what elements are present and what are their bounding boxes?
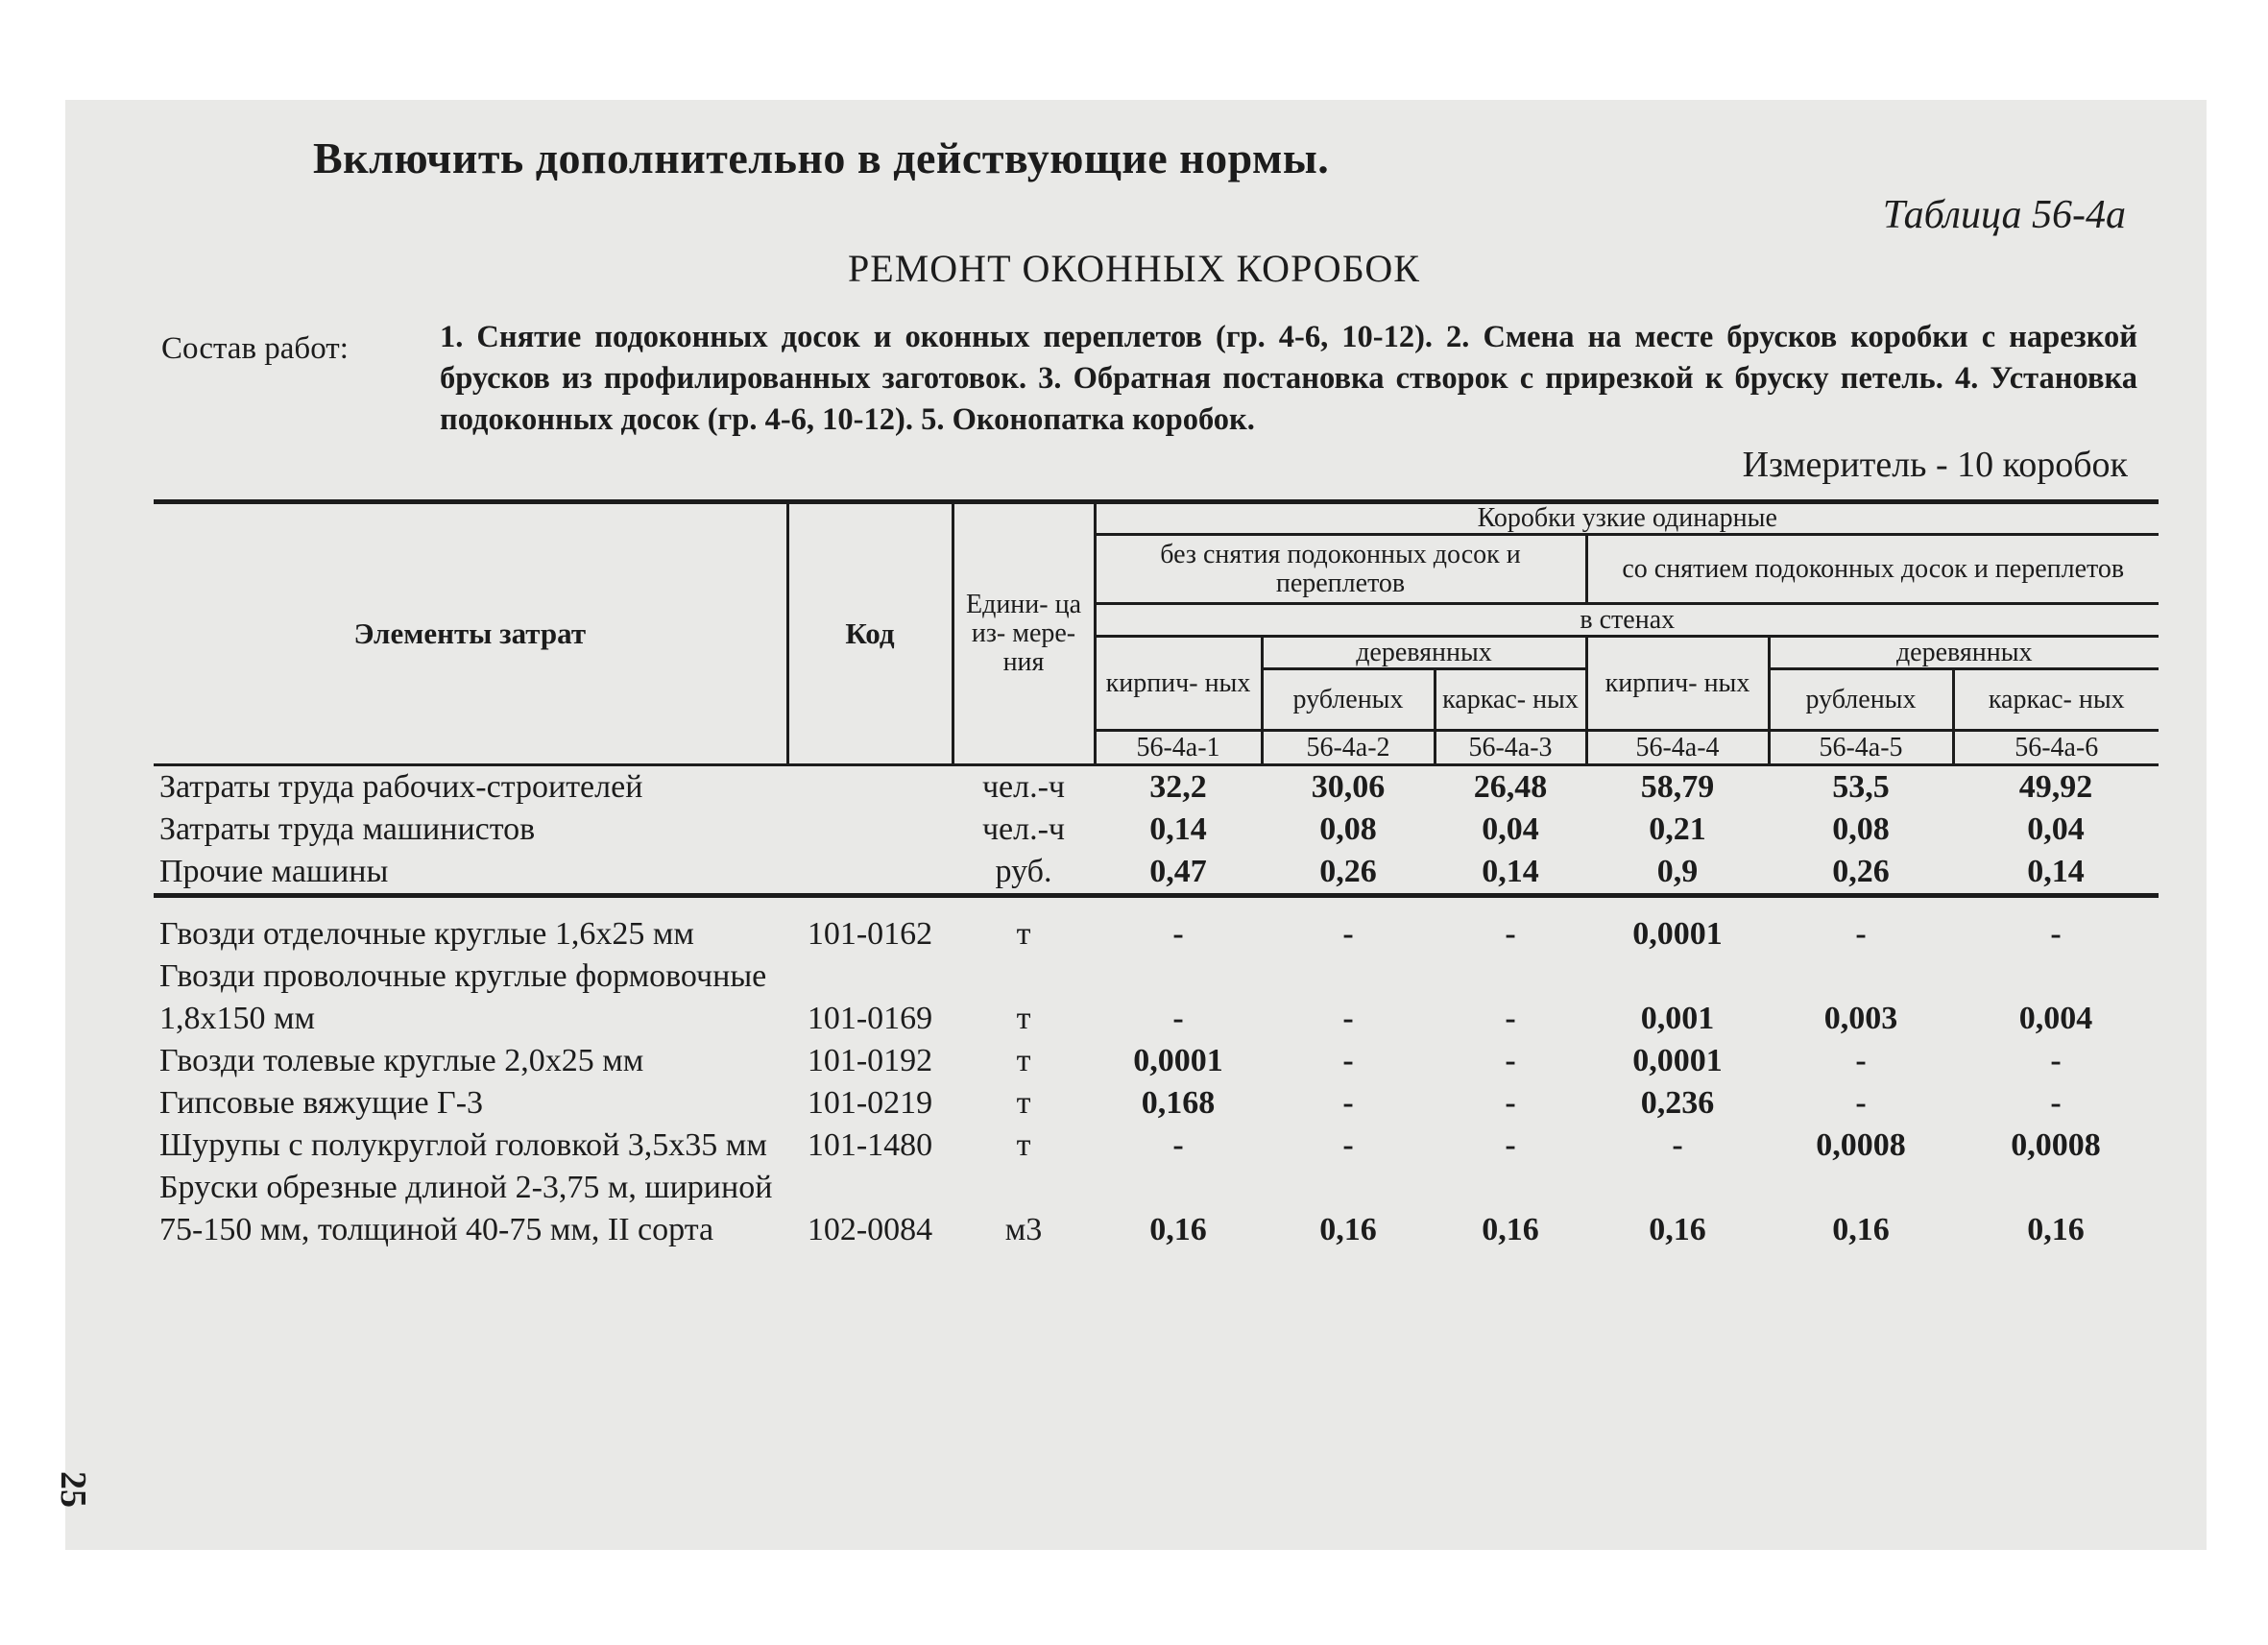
row-value: 0,14 [1149,811,1207,847]
row-value: 0,16 [1832,1212,1890,1247]
material-row [154,1125,2159,1167]
labor-row [154,809,2159,851]
row-code [787,809,953,851]
header-log-1: рубленых [1262,669,1435,731]
row-name: Гвозди отделочные круглые 1,6х25 мм [159,916,694,952]
row-unit: т [1016,1001,1031,1036]
row-code: 101-1480 [807,1127,933,1163]
header-code: Код [787,502,953,765]
row-value: - [1672,1127,1683,1163]
row-code [787,851,953,896]
row-value: - [2050,916,2062,952]
row-name: Шурупы с полукруглой головкой 3,5х35 мм [159,1127,767,1163]
row-code: 102-0084 [807,1212,933,1247]
header-code-col-2: 56-4а-2 [1262,731,1435,765]
row-value: - [1505,1127,1516,1163]
material-row [154,896,2159,956]
row-value: 0,26 [1262,851,1435,896]
header-with-removal: со снятием подоконных досок и переплетов [1586,535,2159,604]
row-unit: т [1016,916,1031,952]
row-value: 0,21 [1649,811,1706,847]
row-code: 101-0169 [807,1001,933,1036]
material-row [154,1040,2159,1082]
row-value: 32,2 [1149,769,1207,805]
header-in-walls: в стенах [1095,604,2159,637]
row-value: - [2050,1085,2062,1121]
row-value: - [1505,1085,1516,1121]
row-value: 49,92 [2018,769,2093,805]
header-code-col-3: 56-4а-3 [1435,731,1586,765]
page-number: 25 [53,1471,93,1508]
row-name: Гипсовые вяжущие Г-3 [159,1085,484,1121]
row-value: 0,0008 [1816,1127,1906,1163]
row-value: 53,5 [1832,769,1890,805]
header-without-removal: без снятия подоконных досок и переплетов [1095,535,1586,604]
row-value: - [1172,1001,1184,1036]
row-value: 0,47 [1095,851,1262,896]
page-heading: Включить дополнительно в действующие нормы. [313,133,1330,182]
row-code: 101-0219 [807,1085,933,1121]
header-group-top: Коробки узкие одинарные [1095,502,2159,535]
header-wooden-2: деревянных [1769,637,2159,669]
row-value: 0,001 [1640,1001,1715,1036]
row-value: 58,79 [1640,769,1715,805]
row-value: - [2050,1043,2062,1078]
header-code-col-6: 56-4а-6 [1953,731,2159,765]
work-composition-label: Состав работ: [161,331,349,366]
row-value: 0,0001 [1632,1043,1723,1078]
row-value: 0,236 [1640,1085,1715,1121]
table-body [154,765,2159,1252]
header-frame-1: каркас- ных [1435,669,1586,731]
row-value: 0,04 [2027,811,2085,847]
row-name: Гвозди толевые круглые 2,0х25 мм [159,1043,644,1078]
row-value: 0,08 [1319,811,1377,847]
row-value: - [1855,916,1867,952]
row-value: - [1505,1043,1516,1078]
material-row [154,956,2159,1040]
row-value: 0,16 [2027,1212,2085,1247]
row-value: - [1505,916,1516,952]
row-code: 101-0162 [807,916,933,952]
row-value: 30,06 [1311,769,1386,805]
row-code [787,765,953,810]
work-composition-text: 1. Снятие подоконных досок и оконных переплетов (гр. 4-6, 10-12). 2. Смена на месте брусков коробки с нарезкой брусков из профилированных заготовок. 3. Обратная постановка створок с прирезкой к бруску петель. 4. Установка подоконных досок (гр. 4-6, 10-12). 5. Оконопатка коробок. [440,320,2137,437]
row-unit: т [1016,1085,1031,1121]
row-value: 0,04 [1482,811,1539,847]
row-value: 0,003 [1823,1001,1898,1036]
row-value: 0,9 [1586,851,1769,896]
row-value: 0,16 [1149,1212,1207,1247]
row-name: Затраты труда машинистов [159,811,536,847]
header-brick-2: кирпич- ных [1586,637,1769,731]
row-name: Бруски обрезные длиной 2-3,75 м, шириной 75-150 мм, толщиной 40-75 мм, II сорта [159,1170,773,1247]
row-value: - [1342,1001,1354,1036]
header-brick-1: кирпич- ных [1095,637,1262,731]
row-value: - [1855,1043,1867,1078]
row-value: - [1855,1085,1867,1121]
row-unit: чел.-ч [981,769,1066,805]
row-value: - [1342,916,1354,952]
row-name: Прочие машины [154,851,787,896]
row-unit: чел.-ч [981,811,1066,847]
table-title: РЕМОНТ ОКОННЫХ КОРОБОК [848,247,1420,290]
header-unit: Едини- ца из- мере- ния [953,502,1095,765]
labor-row [154,765,2159,810]
row-value: - [1172,916,1184,952]
norms-table [154,499,2159,1251]
header-frame-2: каркас- ных [1953,669,2159,731]
row-value: 26,48 [1473,769,1548,805]
header-code-col-1: 56-4а-1 [1095,731,1262,765]
row-value: 0,16 [1319,1212,1377,1247]
material-row [154,1167,2159,1251]
row-value: 0,26 [1769,851,1953,896]
row-name: Гвозди проволочные круглые формовочные 1,8х150 мм [159,958,767,1036]
row-value: - [1505,1001,1516,1036]
row-value: 0,0008 [2011,1127,2101,1163]
row-name: Затраты труда рабочих-строителей [159,769,643,805]
header-elements: Элементы затрат [154,502,787,765]
row-value: - [1172,1127,1184,1163]
table-number: Таблица 56-4а [1882,193,2126,237]
row-value: 0,16 [1649,1212,1706,1247]
header-code-col-4: 56-4а-4 [1586,731,1769,765]
row-code: 101-0192 [807,1043,933,1078]
row-unit: т [1016,1043,1031,1078]
row-value: 0,08 [1832,811,1890,847]
material-row [154,1082,2159,1125]
row-unit: м3 [1004,1212,1043,1247]
header-wooden-1: деревянных [1262,637,1586,669]
row-value: - [1342,1085,1354,1121]
row-value: - [1342,1127,1354,1163]
row-value: - [1342,1043,1354,1078]
labor-row [154,851,2159,896]
row-value: 0,0001 [1133,1043,1223,1078]
row-value: 0,16 [1482,1212,1539,1247]
row-value: 0,14 [1435,851,1586,896]
measure-unit: Измеритель - 10 коробок [1742,445,2128,485]
header-code-col-5: 56-4а-5 [1769,731,1953,765]
row-value: 0,004 [2018,1001,2093,1036]
row-value: 0,14 [1953,851,2159,896]
row-value: 0,168 [1141,1085,1216,1121]
row-value: 0,0001 [1632,916,1723,952]
row-unit: руб. [953,851,1095,896]
header-log-2: рубленых [1769,669,1953,731]
row-unit: т [1016,1127,1031,1163]
